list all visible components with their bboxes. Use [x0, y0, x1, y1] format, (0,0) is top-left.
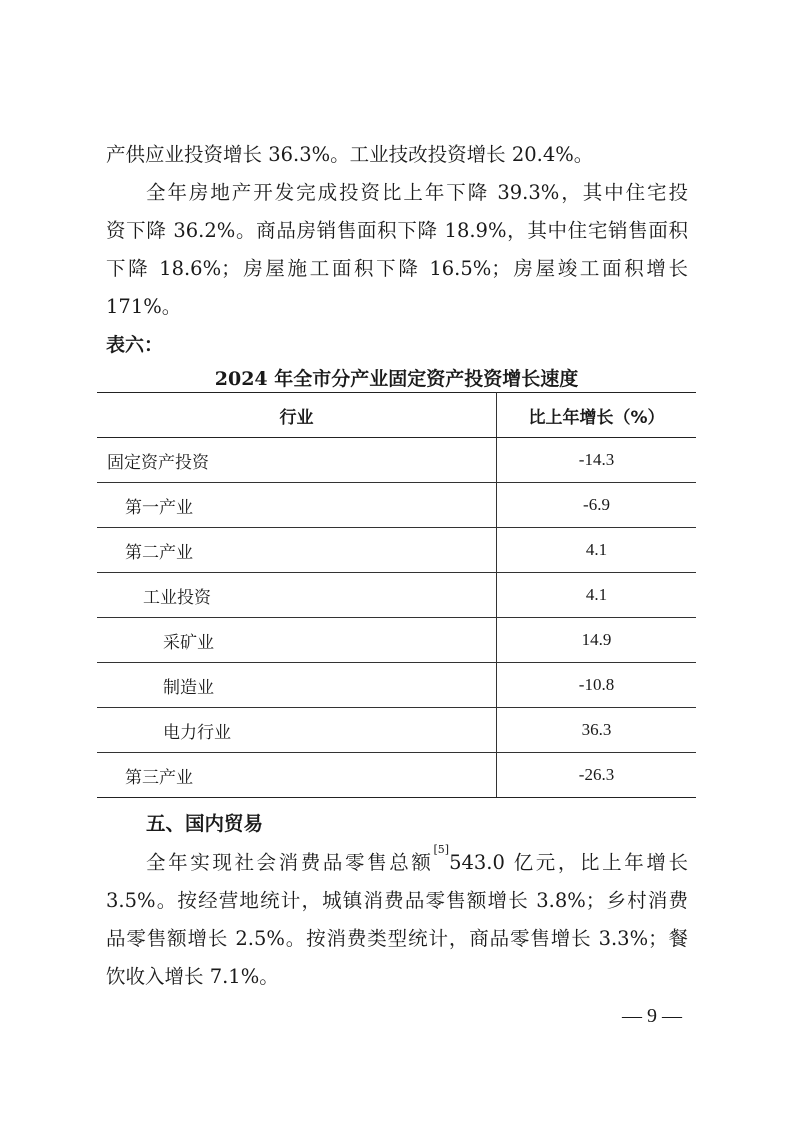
- text-line: 资下降 36.2%。商品房销售面积下降 18.9%，其中住宅销售面积: [106, 219, 688, 242]
- text-line: 171%。: [106, 295, 182, 318]
- row-name: 制造业: [97, 663, 497, 708]
- text-line: [106, 844, 688, 882]
- table-row: [97, 618, 696, 663]
- row-value: 36.3: [497, 708, 697, 753]
- table-row: [97, 663, 696, 708]
- table-label: 表六：: [106, 334, 164, 356]
- column-header-growth: 比上年增长（%）: [497, 393, 697, 438]
- row-value: 4.1: [497, 528, 697, 573]
- text-line: 下降 18.6%；房屋施工面积下降 16.5%；房屋竣工面积增长: [106, 257, 688, 280]
- text-line: 全年房地产开发完成投资比上年下降 39.3%，其中住宅投: [146, 181, 688, 204]
- paragraph-retail: [106, 844, 688, 996]
- row-value: -26.3: [497, 753, 697, 798]
- section-heading: 五、国内贸易: [146, 812, 264, 835]
- row-name: 第三产业: [97, 753, 497, 798]
- investment-growth-table: [97, 392, 696, 798]
- table-row: [97, 483, 696, 528]
- row-value: -10.8: [497, 663, 697, 708]
- table-row: [97, 573, 696, 618]
- table-header-row: [97, 393, 696, 438]
- row-value: 4.1: [497, 573, 697, 618]
- text-line: 产供应业投资增长 36.3%。工业技改投资增长 20.4%。: [106, 143, 594, 166]
- text-segment: 543.0 亿元，比上年增长: [449, 851, 688, 874]
- footnote-marker[interactable]: [5]: [433, 843, 450, 856]
- table-title: 2024 年全市分产业固定资产投资增长速度: [214, 368, 579, 390]
- paragraph-investment-cont: [106, 136, 688, 174]
- row-value: -14.3: [497, 438, 697, 483]
- page-number: — 9 —: [622, 1005, 682, 1027]
- row-name: 固定资产投资: [97, 438, 497, 483]
- row-name: 电力行业: [97, 708, 497, 753]
- row-name: 第一产业: [97, 483, 497, 528]
- row-name: 采矿业: [97, 618, 497, 663]
- text-line: 品零售额增长 2.5%。按消费类型统计，商品零售增长 3.3%；餐: [106, 927, 688, 950]
- text-segment: 全年实现社会消费品零售总额: [146, 851, 434, 874]
- table-row: [97, 708, 696, 753]
- table-row: [97, 753, 696, 798]
- row-value: -6.9: [497, 483, 697, 528]
- row-name: 第二产业: [97, 528, 497, 573]
- row-name: 工业投资: [97, 573, 497, 618]
- text-line: 3.5%。按经营地统计，城镇消费品零售额增长 3.8%；乡村消费: [106, 889, 688, 912]
- table-row: [97, 438, 696, 483]
- row-value: 14.9: [497, 618, 697, 663]
- text-line: 饮收入增长 7.1%。: [106, 965, 279, 988]
- column-header-industry: 行业: [97, 393, 497, 438]
- paragraph-real-estate: [106, 174, 688, 326]
- table-row: [97, 528, 696, 573]
